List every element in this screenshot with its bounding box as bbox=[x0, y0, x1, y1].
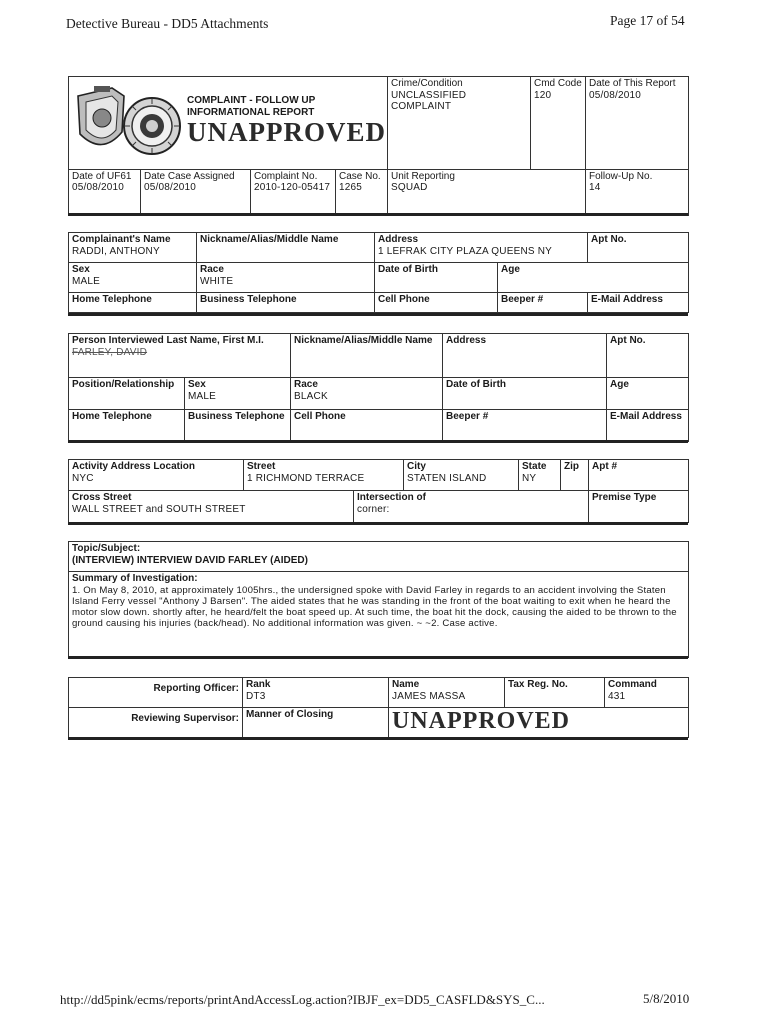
nypd-seal-icon bbox=[72, 82, 184, 164]
complainant-cell-phone-label: Cell Phone bbox=[378, 294, 430, 305]
interviewed-beeper-label: Beeper # bbox=[446, 411, 489, 422]
topic-summary-table bbox=[68, 541, 689, 658]
unit-reporting-cell bbox=[388, 169, 586, 215]
topic-label: Topic/Subject: bbox=[72, 543, 141, 554]
activity-location-value: NYC bbox=[72, 472, 94, 484]
date-case-assigned-cell bbox=[141, 169, 251, 215]
interviewed-dob-cell bbox=[443, 378, 607, 410]
complainant-nickname-label: Nickname/Alias/Middle Name bbox=[200, 234, 339, 245]
report-title-line1: COMPLAINT - FOLLOW UP bbox=[187, 95, 316, 106]
complainant-nickname-cell bbox=[197, 233, 375, 263]
interviewed-age-cell bbox=[607, 378, 689, 410]
complainant-address-label: Address bbox=[378, 234, 419, 245]
complainant-beeper-cell bbox=[498, 293, 588, 313]
activity-street-value: 1 RICHMOND TERRACE bbox=[247, 472, 365, 484]
complainant-table bbox=[68, 232, 689, 313]
cmd-code-cell bbox=[531, 77, 586, 170]
complainant-sex-label: Sex bbox=[72, 264, 90, 275]
interviewed-race-cell bbox=[291, 378, 443, 410]
officer-name-cell bbox=[389, 678, 505, 708]
report-title-line2: INFORMATIONAL REPORT bbox=[187, 107, 315, 118]
officers-table bbox=[68, 677, 689, 738]
case-no-label: Case No. bbox=[339, 170, 381, 182]
command-label: Command bbox=[608, 679, 657, 690]
footer-url: http://dd5pink/ecms/reports/printAndAccessLog.action?IBJF_ex=DD5_CASFLD&SYS_C... bbox=[60, 992, 545, 1007]
officer-name-value: JAMES MASSA bbox=[392, 690, 466, 702]
activity-premise-cell bbox=[589, 491, 689, 523]
complainant-beeper-label: Beeper # bbox=[501, 294, 544, 305]
date-of-report-cell bbox=[586, 77, 689, 170]
activity-intersection-value: corner: bbox=[357, 503, 390, 515]
cmd-code-value: 120 bbox=[534, 89, 552, 101]
complainant-dob-cell bbox=[375, 263, 498, 293]
rank-label: Rank bbox=[246, 679, 271, 690]
interviewed-email-cell bbox=[607, 410, 689, 442]
activity-cross-street-cell bbox=[69, 491, 354, 523]
activity-state-label: State bbox=[522, 461, 547, 472]
date-of-report-value: 05/08/2010 bbox=[589, 89, 642, 101]
complainant-age-cell bbox=[498, 263, 689, 293]
interviewed-cell-phone-label: Cell Phone bbox=[294, 411, 346, 422]
complainant-email-cell bbox=[588, 293, 689, 313]
interviewed-race-label: Race bbox=[294, 379, 318, 390]
complainant-sex-cell bbox=[69, 263, 197, 293]
cmd-code-label: Cmd Code bbox=[534, 78, 582, 89]
report-title bbox=[187, 95, 315, 119]
interviewed-beeper-cell bbox=[443, 410, 607, 442]
topic-cell bbox=[69, 542, 689, 572]
activity-location-table bbox=[68, 459, 689, 523]
section-divider bbox=[68, 440, 688, 443]
complainant-race-value: WHITE bbox=[200, 275, 234, 287]
complainant-race-label: Race bbox=[200, 264, 224, 275]
tax-reg-cell bbox=[505, 678, 605, 708]
activity-zip-label: Zip bbox=[564, 461, 580, 472]
interviewed-address-label: Address bbox=[446, 335, 487, 346]
department-logos bbox=[72, 82, 184, 164]
complaint-no-value: 2010-120-05417 bbox=[254, 182, 331, 194]
activity-city-cell bbox=[404, 460, 519, 491]
interviewed-bus-tel-cell bbox=[185, 410, 291, 442]
section-divider bbox=[68, 656, 688, 659]
tax-reg-label: Tax Reg. No. bbox=[508, 679, 568, 690]
summary-text: 1. On May 8, 2010, at approximately 1005hrs., the undersigned spoke with David Farley in regards to an accident involving the Staten Island Ferry vessel "Anthony J Barsen". The aided states that he was standing in the front of the boat waiting to exit when he heard the motor slow down. shortly after, he heard/felt the boat speed up. At such time, the boat hit the dock, causing the aided to be thrown to the ground causing his injuries (back/head). No additional information was given. ~ ~2. Case active. bbox=[72, 584, 677, 630]
footer-date: 5/8/2010 bbox=[643, 991, 690, 1006]
reviewing-supervisor-cell bbox=[69, 708, 243, 738]
complainant-cell-phone-cell bbox=[375, 293, 498, 313]
follow-up-no-value: 14 bbox=[589, 182, 601, 194]
activity-street-cell bbox=[244, 460, 404, 491]
activity-city-label: City bbox=[407, 461, 426, 472]
interviewed-name-cell bbox=[69, 334, 291, 378]
interviewed-sex-value: MALE bbox=[188, 390, 217, 402]
interviewed-dob-label: Date of Birth bbox=[446, 379, 507, 390]
command-cell bbox=[605, 678, 689, 708]
follow-up-no-cell bbox=[586, 169, 689, 215]
unit-reporting-label: Unit Reporting bbox=[391, 170, 455, 182]
interviewed-age-label: Age bbox=[610, 379, 629, 390]
rank-cell bbox=[243, 678, 389, 708]
complainant-home-tel-label: Home Telephone bbox=[72, 294, 152, 305]
complainant-race-cell bbox=[197, 263, 375, 293]
interviewed-address-cell bbox=[443, 334, 607, 378]
complainant-name-label: Complainant's Name bbox=[72, 234, 171, 245]
unapproved-stamp-bottom: UNAPPROVED bbox=[392, 708, 570, 734]
page-header-title: Detective Bureau - DD5 Attachments bbox=[66, 16, 269, 31]
activity-apt-cell bbox=[589, 460, 689, 491]
activity-apt-label: Apt # bbox=[592, 461, 618, 472]
interviewed-email-label: E-Mail Address bbox=[610, 411, 682, 422]
complainant-home-tel-cell bbox=[69, 293, 197, 313]
date-uf61-label: Date of UF61 bbox=[72, 170, 132, 182]
summary-cell bbox=[69, 572, 689, 658]
complainant-dob-label: Date of Birth bbox=[378, 264, 438, 275]
activity-location-label: Activity Address Location bbox=[72, 461, 195, 472]
follow-up-no-label: Follow-Up No. bbox=[589, 170, 653, 182]
complainant-name-value: RADDI, ANTHONY bbox=[72, 245, 160, 257]
complainant-address-value: 1 LEFRAK CITY PLAZA QUEENS NY bbox=[378, 245, 553, 257]
complainant-bus-tel-label: Business Telephone bbox=[200, 294, 297, 305]
section-divider bbox=[68, 737, 688, 740]
activity-intersection-cell bbox=[354, 491, 589, 523]
summary-label: Summary of Investigation: bbox=[72, 573, 198, 584]
interviewed-home-tel-label: Home Telephone bbox=[72, 411, 152, 422]
unapproved-stamp: UNAPPROVED bbox=[187, 117, 386, 147]
interviewed-sex-cell bbox=[185, 378, 291, 410]
interviewed-position-cell bbox=[69, 378, 185, 410]
case-no-cell bbox=[336, 169, 388, 215]
activity-cross-street-label: Cross Street bbox=[72, 492, 132, 503]
rank-value: DT3 bbox=[246, 690, 266, 702]
page-number: Page 17 of 54 bbox=[610, 13, 685, 28]
topic-value: (INTERVIEW) INTERVIEW DAVID FARLEY (AIDED) bbox=[72, 554, 308, 566]
reporting-officer-label: Reporting Officer: bbox=[153, 683, 239, 694]
complainant-apt-cell bbox=[588, 233, 689, 263]
interviewed-race-value: BLACK bbox=[294, 390, 328, 402]
interviewed-sex-label: Sex bbox=[188, 379, 206, 390]
reviewing-supervisor-label: Reviewing Supervisor: bbox=[131, 713, 239, 724]
manner-closing-label: Manner of Closing bbox=[246, 709, 334, 720]
activity-state-cell bbox=[519, 460, 561, 491]
crime-condition-cell bbox=[388, 77, 531, 170]
date-uf61-cell bbox=[69, 169, 141, 215]
case-no-value: 1265 bbox=[339, 182, 363, 194]
section-divider bbox=[68, 313, 688, 316]
activity-cross-street-value: WALL STREET and SOUTH STREET bbox=[72, 503, 246, 515]
activity-city-value: STATEN ISLAND bbox=[407, 472, 487, 484]
interviewed-apt-cell bbox=[607, 334, 689, 378]
interviewed-position-label: Position/Relationship bbox=[72, 379, 175, 390]
date-of-report-label: Date of This Report bbox=[589, 78, 676, 89]
interviewed-apt-label: Apt No. bbox=[610, 335, 646, 346]
interviewed-cell-phone-cell bbox=[291, 410, 443, 442]
crime-condition-value: UNCLASSIFIED COMPLAINT bbox=[391, 89, 467, 112]
reporting-officer-cell bbox=[69, 678, 243, 708]
activity-state-value: NY bbox=[522, 472, 537, 484]
interviewed-name-value: FARLEY, DAVID bbox=[72, 346, 148, 358]
complainant-apt-label: Apt No. bbox=[591, 234, 627, 245]
date-case-assigned-label: Date Case Assigned bbox=[144, 170, 235, 182]
complainant-name-cell bbox=[69, 233, 197, 263]
section-divider bbox=[68, 522, 688, 525]
officer-name-label: Name bbox=[392, 679, 420, 690]
command-value: 431 bbox=[608, 690, 626, 702]
interviewed-bus-tel-label: Business Telephone bbox=[188, 411, 285, 422]
complainant-address-cell bbox=[375, 233, 588, 263]
unit-reporting-value: SQUAD bbox=[391, 182, 428, 194]
interviewed-name-label: Person Interviewed Last Name, First M.I. bbox=[72, 335, 264, 346]
crime-condition-label: Crime/Condition bbox=[391, 78, 463, 89]
complainant-age-label: Age bbox=[501, 264, 520, 275]
complainant-sex-value: MALE bbox=[72, 275, 101, 287]
complaint-no-cell bbox=[251, 169, 336, 215]
activity-street-label: Street bbox=[247, 461, 276, 472]
date-case-assigned-value: 05/08/2010 bbox=[144, 182, 197, 194]
activity-zip-cell bbox=[561, 460, 589, 491]
activity-location-cell bbox=[69, 460, 244, 491]
complaint-no-label: Complaint No. bbox=[254, 170, 318, 182]
complainant-email-label: E-Mail Address bbox=[591, 294, 663, 305]
section-divider bbox=[68, 213, 688, 216]
person-interviewed-table bbox=[68, 333, 689, 442]
interviewed-home-tel-cell bbox=[69, 410, 185, 442]
manner-closing-cell bbox=[243, 708, 389, 738]
interviewed-nickname-label: Nickname/Alias/Middle Name bbox=[294, 335, 433, 346]
complainant-bus-tel-cell bbox=[197, 293, 375, 313]
date-uf61-value: 05/08/2010 bbox=[72, 182, 125, 194]
activity-premise-label: Premise Type bbox=[592, 492, 657, 503]
interviewed-nickname-cell bbox=[291, 334, 443, 378]
activity-intersection-label: Intersection of bbox=[357, 492, 426, 503]
